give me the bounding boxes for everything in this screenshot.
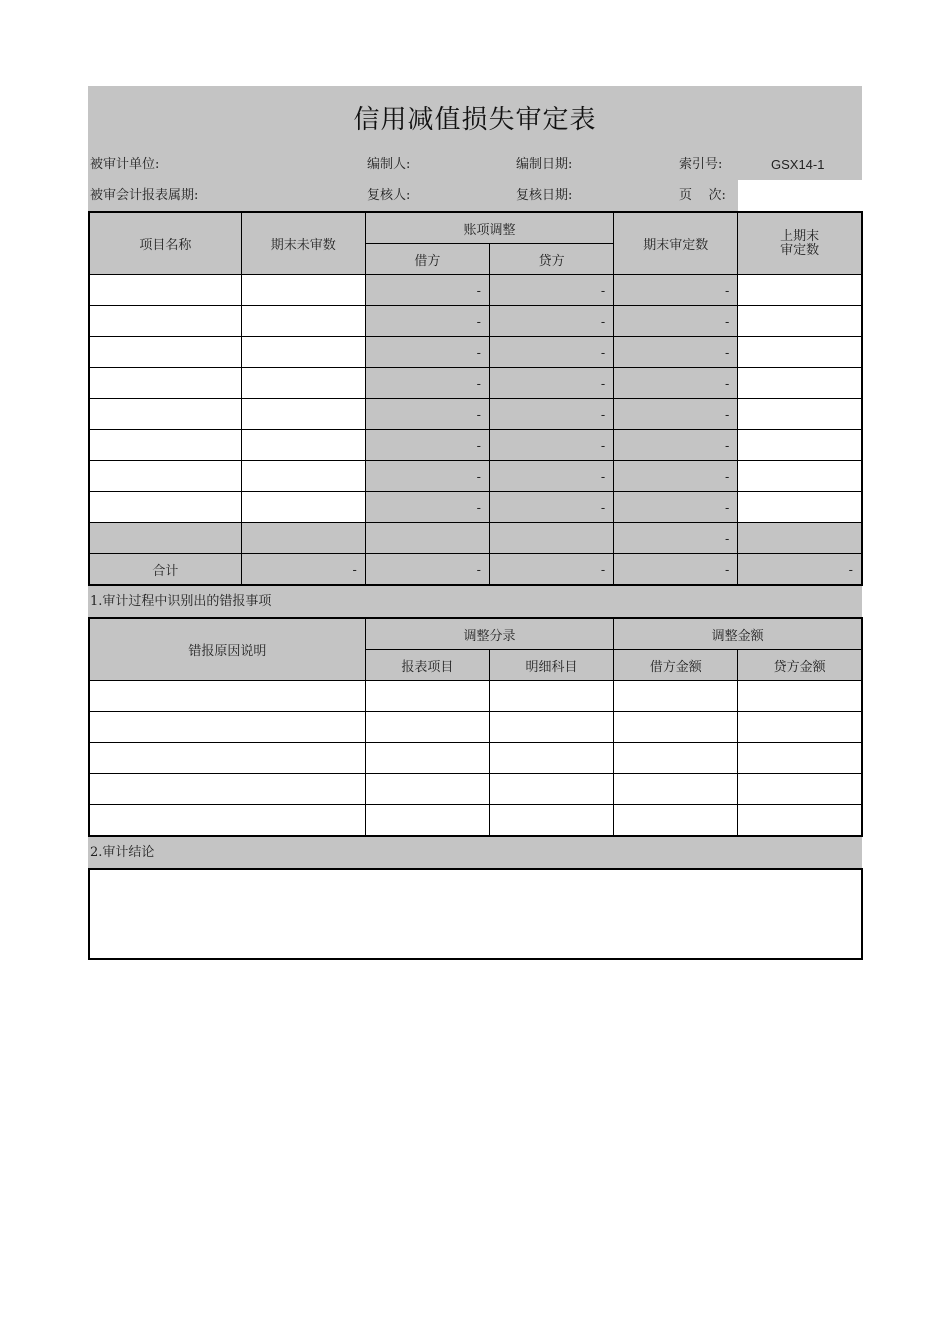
item-name-cell [89,523,241,554]
report-period-label: 被审会计报表属期: [90,188,199,203]
debit-cell: - [365,461,489,492]
header-prior-line2: 审定数 [780,242,820,258]
unaudited-cell[interactable] [241,492,365,523]
statement-item-cell[interactable] [365,712,489,743]
credit-cell: - [490,275,614,306]
info-row-2 [88,180,862,211]
credit-cell: - [490,368,614,399]
item-name-cell[interactable] [89,306,241,337]
reason-cell[interactable] [89,712,365,743]
page-number-label: 页 次: [679,188,726,203]
header-statement-item: 报表项目 [365,650,489,681]
table-row [89,306,862,337]
main-audit-table [88,211,863,586]
item-name-cell[interactable] [89,337,241,368]
item-name-cell[interactable] [89,461,241,492]
detail-account-cell[interactable] [489,743,613,774]
prior-audited-cell[interactable] [738,461,862,492]
table-row [89,805,862,837]
credit-cell: - [490,306,614,337]
detail-account-cell[interactable] [489,712,613,743]
detail-account-cell[interactable] [489,805,613,837]
header-audited: 期末审定数 [614,212,738,275]
audit-sheet [88,86,862,960]
reason-cell[interactable] [89,681,365,712]
section2-label: 2.审计结论 [88,837,862,868]
index-value: GSX14-1 [771,157,825,172]
statement-item-cell[interactable] [365,681,489,712]
audited-cell: - [614,306,738,337]
review-date-label: 复核日期: [516,188,573,203]
table-row [89,461,862,492]
prior-audited-cell[interactable] [738,492,862,523]
debit-cell: - [365,306,489,337]
table-row [89,399,862,430]
table-row [89,492,862,523]
header-debit-amount: 借方金额 [614,650,738,681]
debit-cell: - [365,337,489,368]
audited-cell: - [614,368,738,399]
credit-amount-cell[interactable] [738,681,862,712]
audited-cell: - [614,492,738,523]
credit-cell: - [490,492,614,523]
statement-item-cell[interactable] [365,774,489,805]
audited-cell: - [614,523,738,554]
item-name-cell[interactable] [89,492,241,523]
debit-amount-cell[interactable] [614,774,738,805]
misstatement-table [88,617,863,837]
prior-audited-cell[interactable] [738,337,862,368]
total-label: 合计 [89,554,241,586]
credit-cell [490,523,614,554]
header-prior-line1: 上期末 [780,228,820,244]
prior-audited-cell[interactable] [738,430,862,461]
header-debit: 借方 [365,244,489,275]
index-label: 索引号: [679,157,723,172]
table-row [89,743,862,774]
debit-amount-cell[interactable] [614,712,738,743]
prior-audited-cell[interactable] [738,306,862,337]
total-debit: - [365,554,489,586]
header-item-name: 项目名称 [89,212,241,275]
statement-item-cell[interactable] [365,743,489,774]
credit-cell: - [490,337,614,368]
unaudited-cell[interactable] [241,399,365,430]
prior-audited-cell[interactable] [738,399,862,430]
total-audited: - [614,554,738,586]
credit-cell: - [490,430,614,461]
detail-account-cell[interactable] [489,681,613,712]
debit-cell: - [365,275,489,306]
item-name-cell[interactable] [89,399,241,430]
credit-amount-cell[interactable] [738,774,862,805]
prep-date-label: 编制日期: [516,157,573,172]
header-unaudited: 期末未审数 [241,212,365,275]
credit-amount-cell[interactable] [738,712,862,743]
unaudited-cell [241,523,365,554]
prior-audited-cell[interactable] [738,368,862,399]
table-row [89,368,862,399]
audited-cell: - [614,461,738,492]
debit-cell: - [365,368,489,399]
credit-cell: - [490,461,614,492]
reason-cell[interactable] [89,743,365,774]
header-credit-amount: 贷方金额 [738,650,862,681]
total-row [89,554,862,586]
debit-cell [365,523,489,554]
title-band [88,86,862,149]
debit-amount-cell[interactable] [614,805,738,837]
table-row [89,337,862,368]
page-number-field[interactable] [738,180,862,211]
header-adjustment: 账项调整 [365,212,613,244]
unaudited-cell[interactable] [241,337,365,368]
item-name-cell[interactable] [89,368,241,399]
credit-amount-cell[interactable] [738,805,862,837]
table-row [89,774,862,805]
reason-cell[interactable] [89,774,365,805]
header-adjusting-amount: 调整金额 [614,618,862,650]
table-row [89,523,862,554]
total-credit: - [490,554,614,586]
debit-cell: - [365,399,489,430]
table-row [89,430,862,461]
header-prior-audited [738,212,862,275]
unaudited-cell[interactable] [241,461,365,492]
statement-item-cell[interactable] [365,805,489,837]
unaudited-cell[interactable] [241,275,365,306]
detail-account-cell[interactable] [489,774,613,805]
audited-cell: - [614,337,738,368]
table-row [89,275,862,306]
section1-label: 1.审计过程中识别出的错报事项 [88,586,862,617]
item-name-cell[interactable] [89,430,241,461]
table-row [89,681,862,712]
unaudited-cell[interactable] [241,306,365,337]
header-credit: 贷方 [490,244,614,275]
credit-cell: - [490,399,614,430]
header-reason: 错报原因说明 [89,618,365,681]
header-detail-account: 明细科目 [489,650,613,681]
audit-conclusion-box[interactable] [88,868,863,960]
audited-unit-label: 被审计单位: [90,157,160,172]
credit-amount-cell[interactable] [738,743,862,774]
audited-cell: - [614,430,738,461]
header-adjusting-entry: 调整分录 [365,618,613,650]
prior-audited-cell[interactable] [738,275,862,306]
reviewer-label: 复核人: [367,188,411,203]
item-name-cell[interactable] [89,275,241,306]
info-row-1 [88,149,862,180]
total-unaudited: - [241,554,365,586]
debit-amount-cell[interactable] [614,681,738,712]
audited-cell: - [614,275,738,306]
unaudited-cell[interactable] [241,368,365,399]
preparer-label: 编制人: [367,157,411,172]
prior-audited-cell [738,523,862,554]
debit-cell: - [365,492,489,523]
audited-cell: - [614,399,738,430]
debit-cell: - [365,430,489,461]
table-row [89,712,862,743]
unaudited-cell[interactable] [241,430,365,461]
debit-amount-cell[interactable] [614,743,738,774]
page-title: 信用减值损失审定表 [353,105,597,135]
reason-cell[interactable] [89,805,365,837]
total-prior-audited: - [738,554,862,586]
